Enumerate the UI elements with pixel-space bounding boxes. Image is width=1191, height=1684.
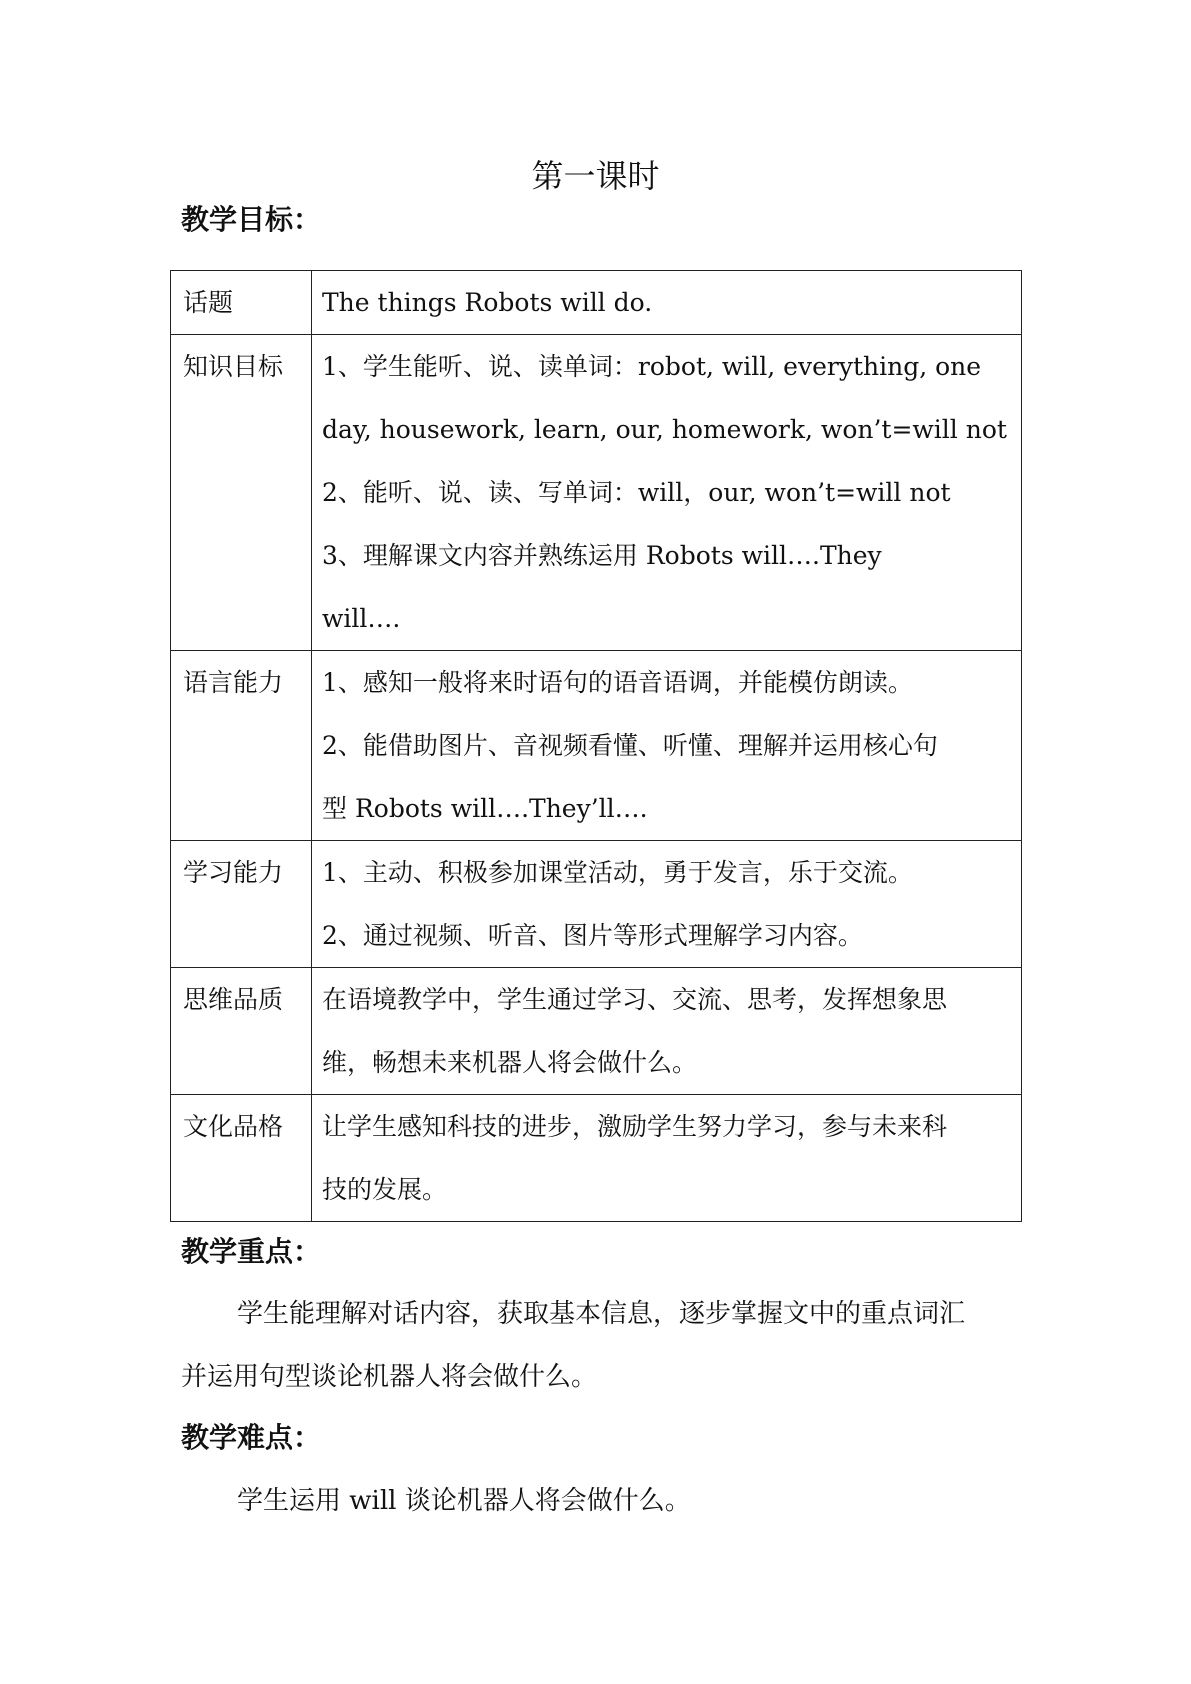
key-points-line: 并运用句型谈论机器人将会做什么。 (181, 1362, 598, 1392)
row-content-line: 1、学生能听、说、读单词：robot, will, everything, one (322, 352, 982, 381)
row-label: 语言能力 (171, 651, 312, 841)
row-content-line: 型 Robots will….They’ll…. (322, 794, 648, 823)
row-content-line: The things Robots will do. (322, 288, 653, 317)
objectives-table (170, 270, 1022, 1222)
row-label: 文化品格 (171, 1095, 312, 1222)
row-label: 话题 (171, 271, 312, 335)
key-points-line: 学生能理解对话内容，获取基本信息，逐步掌握文中的重点词汇 (237, 1299, 966, 1329)
row-content-line: 让学生感知科技的进步，激励学生努力学习，参与未来科 (322, 1112, 948, 1141)
row-content-line: day, housework, learn, our, homework, won’t=will not (322, 415, 1007, 444)
row-label: 思维品质 (171, 968, 312, 1095)
difficult-points-text: 学生运用 will 谈论机器人将会做什么。 (237, 1486, 691, 1516)
row-content-line: 3、理解课文内容并熟练运用 Robots will….They (322, 541, 882, 570)
objectives-row (171, 271, 1022, 335)
objectives-row (171, 841, 1022, 968)
objectives-row (171, 968, 1022, 1095)
row-label: 知识目标 (171, 335, 312, 651)
row-content-line: 在语境教学中，学生通过学习、交流、思考，发挥想象思 (322, 985, 948, 1014)
row-content-line: 1、感知一般将来时语句的语音语调，并能模仿朗读。 (322, 668, 913, 697)
objectives-row (171, 1095, 1022, 1222)
row-content-line: 2、能借助图片、音视频看懂、听懂、理解并运用核心句 (322, 731, 938, 760)
objectives-row (171, 651, 1022, 841)
row-content (312, 271, 1022, 335)
row-content-line: 技的发展。 (322, 1175, 448, 1204)
objectives-heading: 教学目标： (181, 203, 322, 236)
row-content-line: will…. (322, 604, 401, 633)
row-content (312, 335, 1022, 651)
row-content-line: 2、通过视频、听音、图片等形式理解学习内容。 (322, 921, 863, 950)
row-content-line: 维，畅想未来机器人将会做什么。 (322, 1048, 698, 1077)
row-content-line: 2、能听、说、读、写单词：will，our, won’t=will not (322, 478, 951, 507)
row-label: 学习能力 (171, 841, 312, 968)
row-content (312, 1095, 1022, 1222)
difficult-points-heading: 教学难点： (181, 1421, 322, 1454)
page-title: 第一课时 (531, 157, 660, 195)
objectives-row (171, 335, 1022, 651)
row-content (312, 841, 1022, 968)
row-content (312, 651, 1022, 841)
key-points-heading: 教学重点： (181, 1235, 322, 1268)
key-points-text (181, 1283, 1021, 1409)
row-content (312, 968, 1022, 1095)
row-content-line: 1、主动、积极参加课堂活动，勇于发言，乐于交流。 (322, 858, 913, 887)
